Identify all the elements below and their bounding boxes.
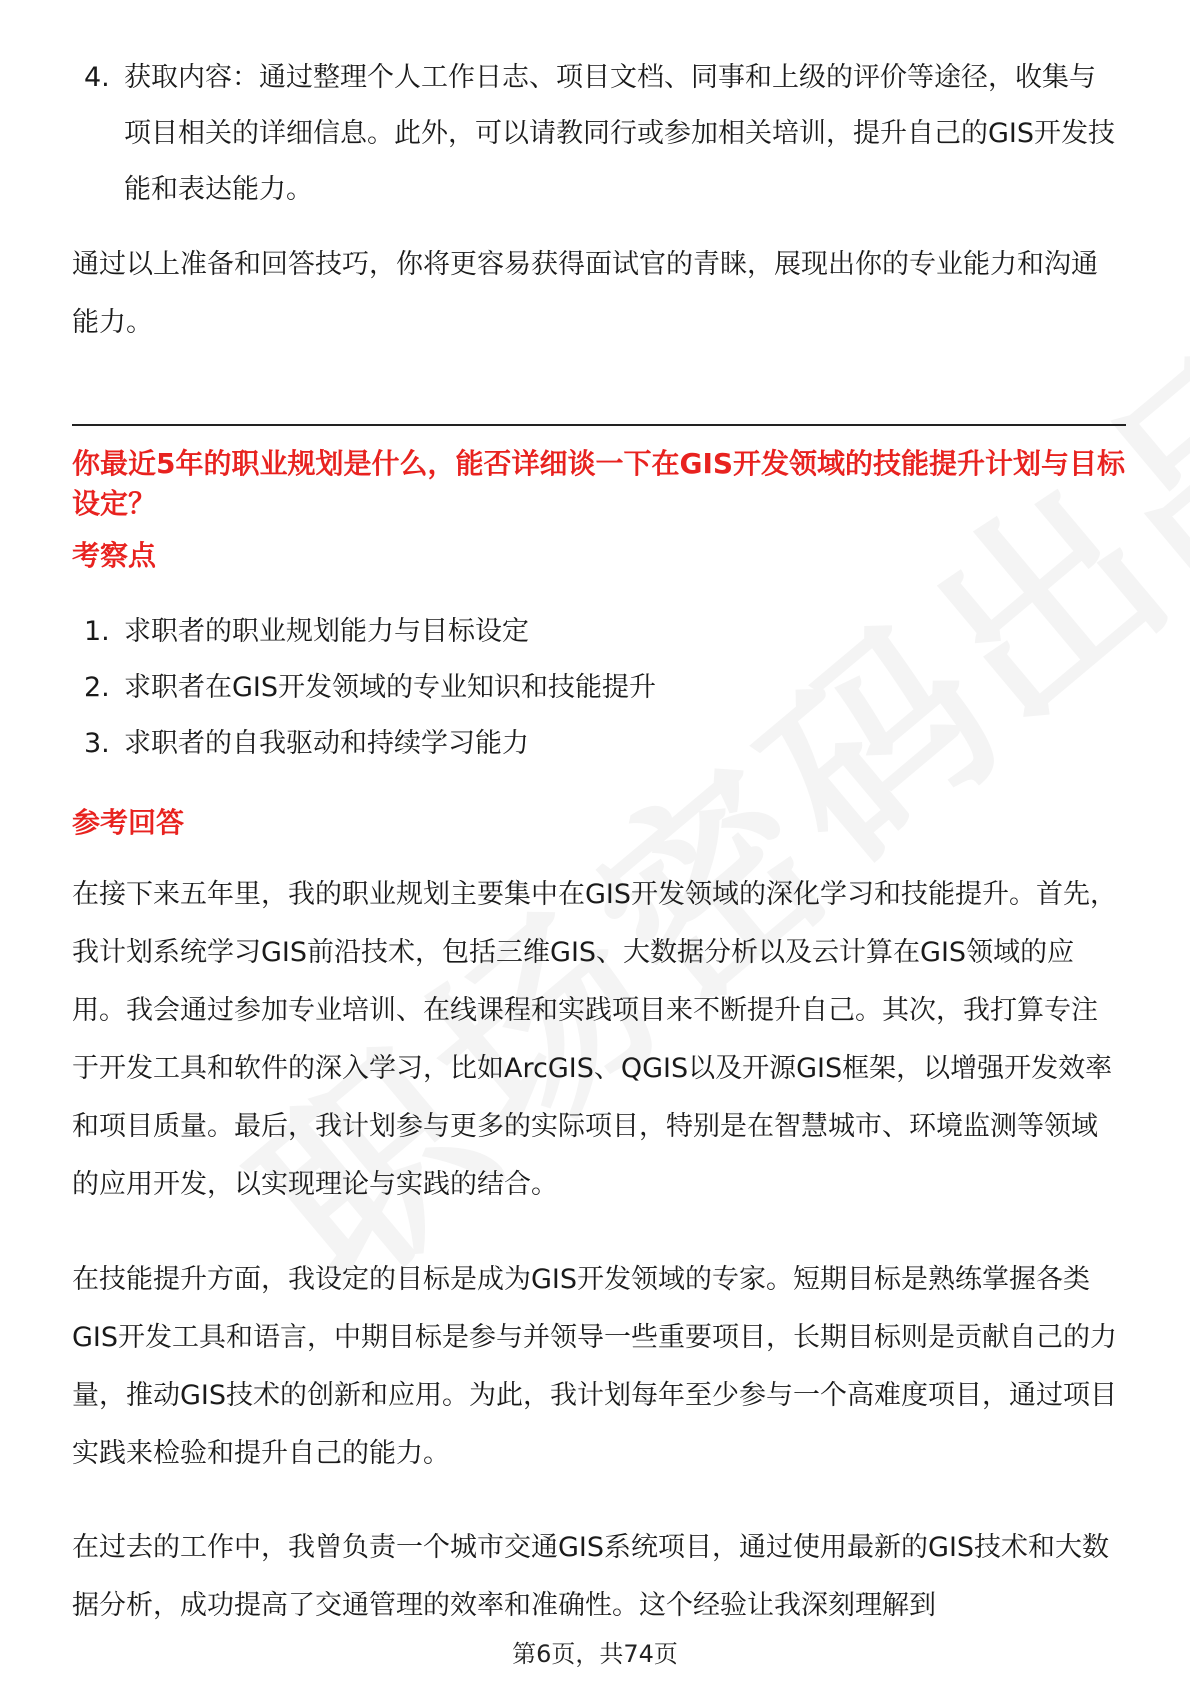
list-item (72, 604, 1122, 660)
focus-list (72, 604, 1122, 772)
answer-paragraph: 在技能提升方面，我设定的目标是成为GIS开发领域的专家。短期目标是熟练掌握各类GIS开发工具和语言，中期目标是参与并领导一些重要项目，长期目标则是贡献自己的力量，推动GIS技术的创新和应用。为此，我计划每年至少参与一个高难度项目，通过项目实践来检验和提升自己的能力。 (72, 1264, 1118, 1469)
answer-heading: 参考回答 (72, 806, 185, 839)
list-item (72, 660, 1122, 716)
intro-conclusion: 通过以上准备和回答技巧，你将更容易获得面试官的青睐，展现出你的专业能力和沟通能力。 (72, 249, 1098, 338)
list-number: 4. (84, 62, 110, 93)
list-item (72, 50, 1122, 218)
section-divider (72, 424, 1126, 426)
list-text: 求职者的职业规划能力与目标设定 (124, 616, 529, 647)
list-number: 1. (84, 616, 110, 647)
intro-list (72, 50, 1122, 218)
page-footer: 第6页，共74页 (512, 1640, 678, 1668)
list-text: 求职者在GIS开发领域的专业知识和技能提升 (124, 672, 657, 703)
answer-paragraph: 在过去的工作中，我曾负责一个城市交通GIS系统项目，通过使用最新的GIS技术和大数据分析，成功提高了交通管理的效率和准确性。这个经验让我深刻理解到 (72, 1532, 1110, 1621)
answer-paragraph: 在接下来五年里，我的职业规划主要集中在GIS开发领域的深化学习和技能提升。首先，我计划系统学习GIS前沿技术，包括三维GIS、大数据分析以及云计算在GIS领域的应用。我会通过参加专业培训、在线课程和实践项目来不断提升自己。其次，我打算专注于开发工具和软件的深入学习，比如ArcGIS、QGIS以及开源GIS框架，以增强开发效率和项目质量。最后，我计划参与更多的实际项目，特别是在智慧城市、环境监测等领域的应用开发，以实现理论与实践的结合。 (72, 879, 1118, 1200)
list-text: 求职者的自我驱动和持续学习能力 (124, 728, 529, 759)
list-text: 获取内容：通过整理个人工作日志、项目文档、同事和上级的评价等途径，收集与项目相关的详细信息。此外，可以请教同行或参加相关培训，提升自己的GIS开发技能和表达能力。 (124, 62, 1116, 205)
list-number: 2. (84, 672, 110, 703)
list-item (72, 716, 1122, 772)
question-heading: 你最近5年的职业规划是什么，能否详细谈一下在GIS开发领域的技能提升计划与目标设定？ (72, 447, 1126, 520)
list-number: 3. (84, 728, 110, 759)
focus-heading: 考察点 (72, 539, 157, 572)
